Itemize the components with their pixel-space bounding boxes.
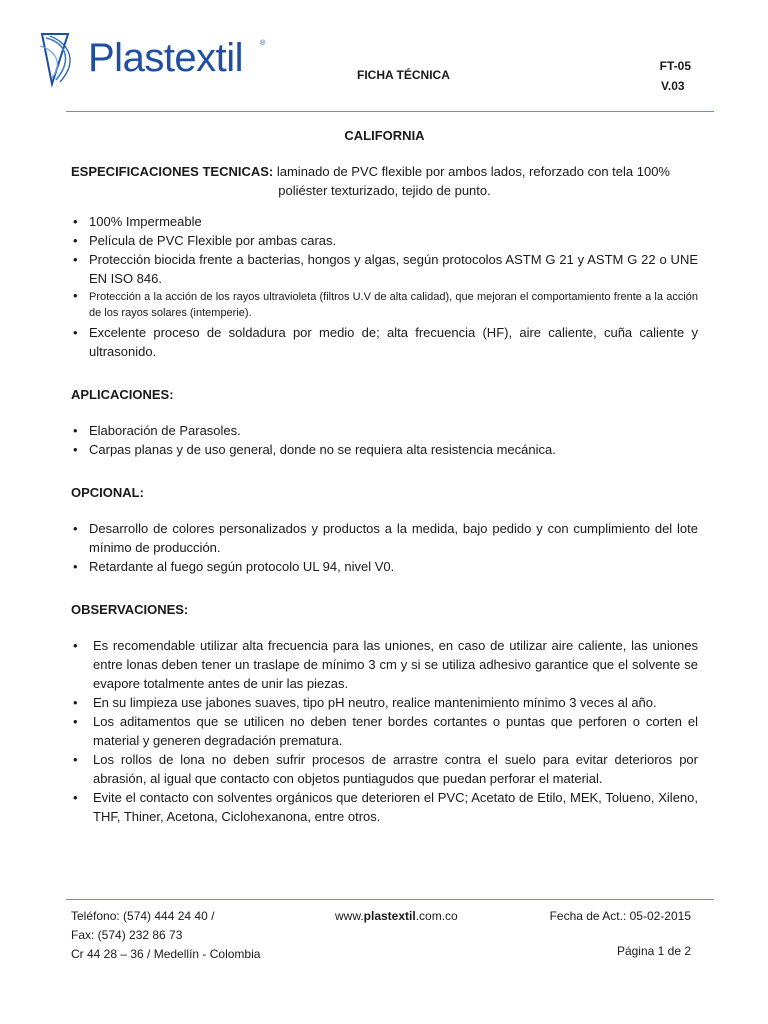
list-item: • En su limpieza use jabones suaves, tipo pH neutro, realice mantenimiento mínimo 3 veces al año. bbox=[71, 693, 698, 712]
applications-list bbox=[71, 421, 698, 459]
address-text: Cr 44 28 – 36 / Medellín - Colombia bbox=[71, 947, 261, 961]
plastextil-mark-icon bbox=[34, 28, 86, 90]
optional-list bbox=[71, 519, 698, 576]
list-item: • Es recomendable utilizar alta frecuencia para las uniones, en caso de utilizar aire caliente, las uniones entre lonas deben tener un traslape de mínimo 3 cm y si se utiliza adhesivo garantice que el solvente se evapore totalmente antes de unir las piezas. bbox=[71, 636, 698, 693]
update-date-value: 05-02-2015 bbox=[629, 909, 691, 923]
website-brand: plastextil bbox=[363, 909, 416, 923]
list-item: • 100% Impermeable bbox=[71, 212, 698, 231]
observations-list bbox=[71, 636, 698, 826]
list-item: • Los aditamentos que se utilicen no deben tener bordes cortantes o puntas que perforen o corten el material y generen degradación prematura. bbox=[71, 712, 698, 750]
specifications-text: laminado de PVC flexible por ambos lados, reforzado con tela 100% bbox=[273, 164, 670, 179]
specifications-label: ESPECIFICACIONES TECNICAS: bbox=[71, 164, 274, 179]
website-suffix: .com.co bbox=[415, 909, 458, 923]
list-item: • Los rollos de lona no deben sufrir procesos de arrastre contra el suelo para evitar deterioros por abrasión, al igual que contacto con objetos puntiagudos que puedan perforar el material. bbox=[71, 750, 698, 788]
update-date bbox=[550, 907, 691, 926]
list-item: • Película de PVC Flexible por ambas caras. bbox=[71, 231, 698, 250]
list-item: • Protección biocida frente a bacterias, hongos y algas, según protocolos ASTM G 21 y ASTM G 22 o UNE EN ISO 846. bbox=[71, 250, 698, 288]
website-prefix: www. bbox=[335, 909, 364, 923]
registered-mark: ® bbox=[260, 40, 266, 47]
footer-divider bbox=[66, 899, 714, 900]
document-version: V.03 bbox=[661, 79, 685, 93]
website-link[interactable] bbox=[335, 907, 458, 926]
list-item: • Protección a la acción de los rayos ultravioleta (filtros U.V de alta calidad), que mejoran el comportamiento frente a la acción de los rayos solares (intemperie). bbox=[71, 288, 698, 323]
list-item: • Desarrollo de colores personalizados y productos a la medida, bajo pedido y con cumplimiento del lote mínimo de producción. bbox=[71, 519, 698, 557]
list-item: • Retardante al fuego según protocolo UL 94, nivel V0. bbox=[71, 557, 698, 576]
observations-heading: OBSERVACIONES: bbox=[71, 602, 189, 617]
company-logo bbox=[34, 28, 274, 90]
contact-info bbox=[71, 907, 321, 964]
page-number: Página 1 de 2 bbox=[616, 944, 691, 958]
product-title: CALIFORNIA bbox=[344, 128, 425, 143]
specifications-text-continued: poliéster texturizado, tejido de punto. bbox=[278, 183, 491, 198]
update-date-label: Fecha de Act.: bbox=[549, 909, 630, 923]
optional-heading: OPCIONAL: bbox=[71, 485, 144, 500]
document-type: FICHA TÉCNICA bbox=[357, 68, 450, 82]
list-item: • Excelente proceso de soldadura por medio de; alta frecuencia (HF), aire caliente, cuña caliente y ultrasonido. bbox=[71, 323, 698, 361]
document-body bbox=[71, 128, 698, 826]
list-item: • Elaboración de Parasoles. bbox=[71, 421, 698, 440]
logo-wordmark: Plastextil bbox=[88, 36, 244, 80]
phone-text: Teléfono: (574) 444 24 40 / bbox=[71, 909, 215, 923]
header-divider bbox=[66, 111, 714, 112]
document-code: FT-05 bbox=[659, 59, 691, 73]
specifications-paragraph bbox=[71, 162, 698, 181]
applications-heading: APLICACIONES: bbox=[71, 387, 174, 402]
list-item: • Carpas planas y de uso general, donde no se requiera alta resistencia mecánica. bbox=[71, 440, 698, 459]
list-item: • Evite el contacto con solventes orgánicos que deterioren el PVC; Acetato de Etilo, MEK, Tolueno, Xileno, THF, Thiner, Acetona, Ciclohexanona, entre otros. bbox=[71, 788, 698, 826]
features-list bbox=[71, 212, 698, 361]
fax-text: Fax: (574) 232 86 73 bbox=[71, 928, 183, 942]
